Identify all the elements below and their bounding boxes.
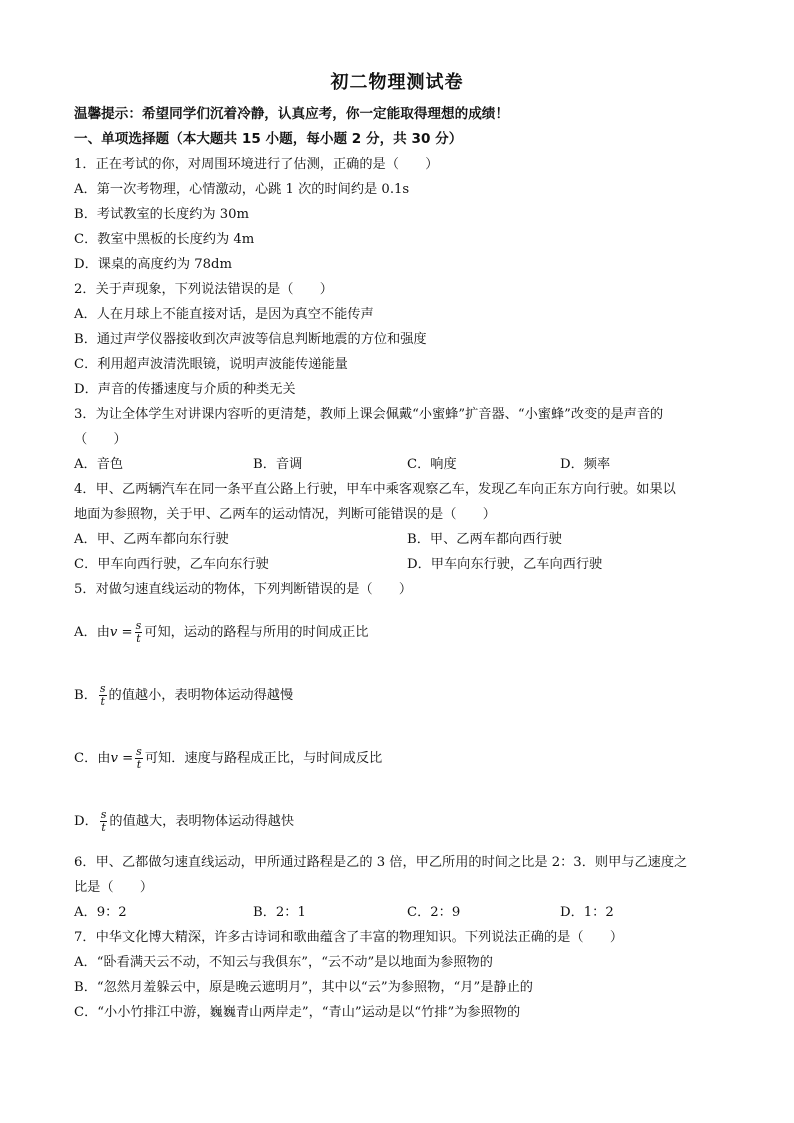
option-c-text: 可知．速度与路程成正比，与时间成反比: [144, 751, 383, 766]
question-1-option-b: B．考试教室的长度约为 30m: [74, 207, 250, 222]
page-title: 初二物理测试卷: [330, 72, 464, 93]
question-7-stem: 7．中华文化博大精深，许多古诗词和歌曲蕴含了丰富的物理知识。下列说法正确的是（ ）: [74, 930, 624, 945]
question-3-stem: 3．为让全体学生对讲课内容听的更清楚，教师上课会佩戴“小蜜蜂”扩音器、“小蜜蜂”改变的是声音的: [74, 407, 664, 422]
fraction-s-over-t: [135, 620, 143, 645]
question-5-option-a: [74, 620, 368, 645]
question-6-stem-cont: 比是（ ）: [74, 880, 154, 895]
question-5-option-b: [74, 683, 293, 708]
option-c-prefix: C．由: [74, 751, 111, 766]
fraction-denominator: t: [136, 632, 141, 645]
velocity-equation: v =: [109, 625, 133, 640]
question-6-option-b: B．2：1: [253, 905, 306, 920]
question-4-option-d: D．甲车向东行驶，乙车向西行驶: [407, 557, 603, 572]
fraction-numerator: s: [99, 682, 106, 695]
question-4-stem-cont: 地面为参照物，关于甲、乙两车的运动情况，判断可能错误的是（ ）: [74, 507, 496, 522]
option-b-prefix: B．: [74, 688, 97, 703]
fraction-s-over-t: [135, 746, 143, 771]
tip-text: 温馨提示：希望同学们沉着冷静，认真应考，你一定能取得理想的成绩！: [74, 106, 509, 122]
question-6-option-a: A．9：2: [74, 905, 127, 920]
question-4-stem: 4．甲、乙两辆汽车在同一条平直公路上行驶，甲车中乘客观察乙车，发现乙车向正东方向行驶。如果以: [74, 482, 676, 497]
question-3-option-c: C．响度: [407, 457, 457, 472]
option-a-prefix: A．由: [74, 625, 110, 640]
question-1-option-d: D．课桌的高度约为 78dm: [74, 257, 232, 272]
question-4-option-b: B．甲、乙两车都向西行驶: [407, 532, 562, 547]
option-d-prefix: D．: [74, 814, 98, 829]
question-1-option-c: C．教室中黑板的长度约为 4m: [74, 232, 255, 247]
question-1-option-a: A．第一次考物理，心情激动，心跳 1 次的时间约是 0.1s: [74, 182, 410, 197]
fraction-numerator: s: [100, 808, 107, 821]
question-3-option-b: B．音调: [253, 457, 303, 472]
fraction-numerator: s: [136, 745, 142, 758]
question-6-option-d: D．1：2: [560, 905, 614, 920]
question-7-option-a: A．“卧看满天云不动，不知云与我俱东”，“云不动”是以地面为参照物的: [74, 955, 493, 970]
option-a-text: 可知，运动的路程与所用的时间成正比: [144, 625, 369, 640]
option-d-text: 的值越大，表明物体运动得越快: [109, 814, 295, 829]
fraction-denominator: t: [101, 821, 106, 834]
fraction-denominator: t: [136, 758, 142, 771]
question-2-option-b: B．通过声学仪器接收到次声波等信息判断地震的方位和强度: [74, 332, 427, 347]
question-6-option-c: C．2：9: [407, 905, 461, 920]
question-3-option-a: A．音色: [74, 457, 124, 472]
option-b-text: 的值越小，表明物体运动得越慢: [108, 688, 294, 703]
question-4-option-a: A．甲、乙两车都向东行驶: [74, 532, 229, 547]
question-2-option-a: A．人在月球上不能直接对话，是因为真空不能传声: [74, 307, 374, 322]
question-3-stem-cont: （ ）: [74, 432, 127, 447]
question-2-stem: 2．关于声现象，下列说法错误的是（ ）: [74, 282, 333, 297]
question-7-option-c: C．“小小竹排江中游，巍巍青山两岸走”，“青山”运动是以“竹排”为参照物的: [74, 1005, 521, 1020]
fraction-numerator: s: [135, 619, 142, 632]
question-7-option-b: B．“忽然月羞躲云中，原是晚云遮明月”，其中以“云”为参照物，“月”是静止的: [74, 980, 533, 995]
section-heading: 一、单项选择题（本大题共 15 小题，每小题 2 分，共 30 分）: [74, 131, 463, 147]
question-4-option-c: C．甲车向西行驶，乙车向东行驶: [74, 557, 269, 572]
fraction-s-over-t: [99, 683, 107, 708]
fraction-s-over-t: [100, 809, 108, 834]
question-3-option-d: D．频率: [560, 457, 611, 472]
question-6-stem: 6．甲、乙都做匀速直线运动，甲所通过路程是乙的 3 倍，甲乙所用的时间之比是 2：3．则甲与乙速度之: [74, 855, 688, 870]
fraction-denominator: t: [100, 695, 105, 708]
question-5-option-c: [74, 746, 382, 771]
question-1-stem: 1．正在考试的你，对周围环境进行了估测，正确的是（ ）: [74, 157, 439, 172]
question-5-option-d: [74, 809, 294, 834]
velocity-equation: v =: [110, 751, 134, 766]
question-2-option-c: C．利用超声波清洗眼镜，说明声波能传递能量: [74, 357, 348, 372]
question-2-option-d: D．声音的传播速度与介质的种类无关: [74, 382, 296, 397]
question-5-stem: 5．对做匀速直线运动的物体，下列判断错误的是（ ）: [74, 582, 413, 597]
